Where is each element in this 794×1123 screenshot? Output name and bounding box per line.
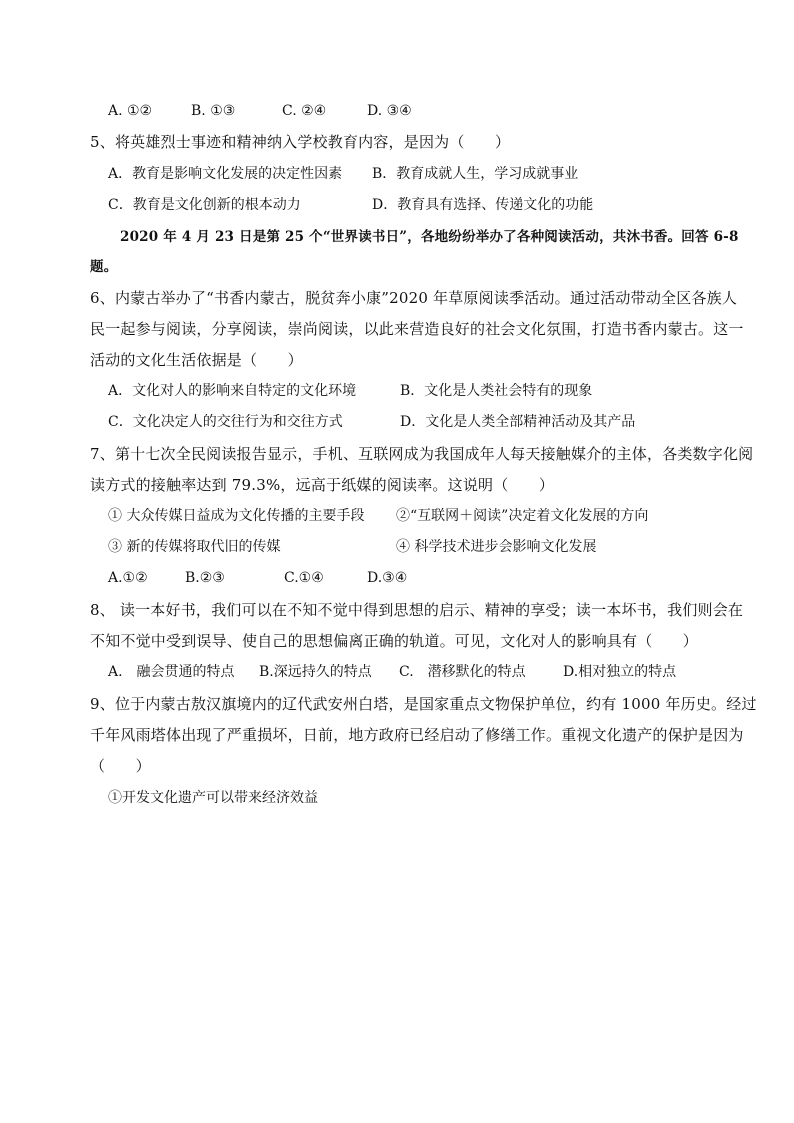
q4-option-a: A. ①② bbox=[108, 103, 153, 119]
q6-stem-line-2: 民一起参与阅读，分享阅读，崇尚阅读，以此来营造良好的社会文化氛围，打造书香内蒙古。这一 bbox=[90, 320, 744, 338]
q9-stem-line-1: 9、位于内蒙古敖汉旗境内的辽代武安州白塔，是国家重点文物保护单位，约有 1000 年历史。经过 bbox=[90, 695, 757, 713]
q4-option-d: D. ③④ bbox=[367, 103, 412, 119]
q5-option-d: D．教育具有选择、传递文化的功能 bbox=[372, 197, 594, 213]
q7-option-b: B.②③ bbox=[185, 570, 225, 586]
q4-option-c: C. ②④ bbox=[282, 103, 327, 119]
q7-option-a: A.①② bbox=[108, 570, 148, 586]
q7-statement-3: ③ 新的传媒将取代旧的传媒 bbox=[108, 539, 281, 555]
q5-stem: 5、将英雄烈士事迹和精神纳入学校教育内容，是因为（ ） bbox=[90, 133, 511, 151]
q6-stem-line-3: 活动的文化生活依据是（ ） bbox=[90, 351, 303, 369]
q8-stem-line-2: 不知不觉中受到误导、使自己的思想偏离正确的轨道。可见，文化对人的影响具有（ ） bbox=[90, 632, 699, 650]
q7-option-d: D.③④ bbox=[367, 570, 408, 586]
reading-material-line-1: 2020 年 4 月 23 日是第 25 个“世界读书日”，各地纷纷举办了各种阅读活动，共沐书香。回答 6-8 bbox=[120, 229, 739, 245]
reading-material-line-2: 题。 bbox=[90, 259, 118, 275]
q7-statement-4: ④ 科学技术进步会影响文化发展 bbox=[396, 539, 597, 555]
q8-option-c: C. 潜移默化的特点 bbox=[399, 664, 526, 680]
q6-option-a: A．文化对人的影响来自特定的文化环境 bbox=[108, 383, 357, 399]
q7-option-c: C.①④ bbox=[284, 570, 324, 586]
q8-stem-line-1: 8、 读一本好书，我们可以在不知不觉中得到思想的启示、精神的享受；读一本坏书，我们则会在 bbox=[90, 601, 744, 619]
q7-stem-line-2: 读方式的接触率达到 79.3%，远高于纸媒的阅读率。这说明（ ） bbox=[90, 476, 555, 494]
q5-option-c: C．教育是文化创新的根本动力 bbox=[108, 197, 301, 213]
q6-option-c: C．文化决定人的交往行为和交往方式 bbox=[108, 414, 343, 430]
q5-option-b: B．教育成就人生，学习成就事业 bbox=[372, 166, 579, 182]
q9-stem-line-2: 千年风雨塔体出现了严重损坏，日前，地方政府已经启动了修缮工作。重视文化遗产的保护是因为 bbox=[90, 726, 744, 744]
q5-option-a: A．教育是影响文化发展的决定性因素 bbox=[108, 166, 343, 182]
q4-option-b: B. ①③ bbox=[191, 103, 236, 119]
q8-option-d: D.相对独立的特点 bbox=[563, 664, 677, 680]
q8-option-a: A. 融会贯通的特点 bbox=[108, 664, 235, 680]
q7-stem-line-1: 7、第十七次全民阅读报告显示，手机、互联网成为我国成年人每天接触媒介的主体，各类数字化阅 bbox=[90, 445, 754, 463]
q9-stem-line-3: （ ） bbox=[90, 757, 151, 775]
q8-option-b: B.深远持久的特点 bbox=[259, 664, 372, 680]
q7-statement-2: ②“互联网＋阅读”决定着文化发展的方向 bbox=[396, 508, 649, 524]
q9-statement-1: ①开发文化遗产可以带来经济效益 bbox=[108, 790, 318, 806]
q6-option-d: D．文化是人类全部精神活动及其产品 bbox=[400, 414, 636, 430]
q6-stem-line-1: 6、内蒙古举办了“书香内蒙古，脱贫奔小康”2020 年草原阅读季活动。通过活动带动全区各族人 bbox=[90, 289, 738, 307]
q6-option-b: B．文化是人类社会特有的现象 bbox=[400, 383, 593, 399]
q7-statement-1: ① 大众传媒日益成为文化传播的主要手段 bbox=[108, 508, 365, 524]
